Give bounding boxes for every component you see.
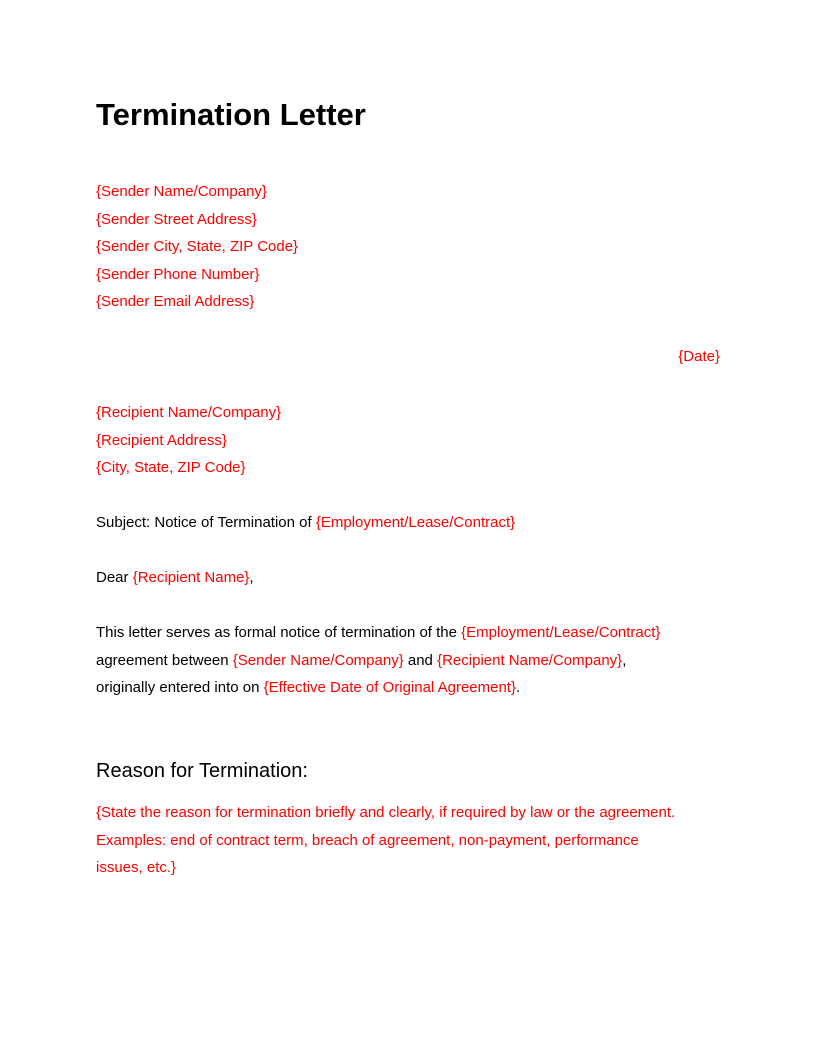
sender-phone: {Sender Phone Number} xyxy=(96,265,260,283)
salutation-placeholder: {Recipient Name} xyxy=(132,569,250,586)
subject-prefix: Subject: Notice of Termination of xyxy=(96,514,316,531)
sender-email: {Sender Email Address} xyxy=(96,293,255,311)
body-text: , xyxy=(622,651,627,669)
salutation xyxy=(96,564,254,592)
subject-placeholder: {Employment/Lease/Contract} xyxy=(315,514,516,531)
salutation-prefix: Dear xyxy=(96,569,133,586)
body-placeholder: {Sender Name/Company} xyxy=(232,651,404,669)
body-text: originally entered into on xyxy=(96,679,264,697)
body-paragraph xyxy=(96,619,660,702)
salutation-suffix: , xyxy=(249,569,254,586)
sender-street: {Sender Street Address} xyxy=(96,210,257,228)
recipient-block xyxy=(96,399,281,482)
sender-city: {Sender City, State, ZIP Code} xyxy=(96,238,299,256)
body-placeholder: {Effective Date of Original Agreement} xyxy=(263,679,516,697)
body-placeholder: {Recipient Name/Company} xyxy=(437,651,623,669)
reason-block xyxy=(96,799,675,882)
reason-heading: Reason for Termination: xyxy=(96,760,308,782)
body-text: This letter serves as formal notice of termination of the xyxy=(96,624,462,641)
sender-block xyxy=(96,178,298,316)
recipient-address: {Recipient Address} xyxy=(96,431,227,449)
reason-line: {State the reason for termination briefly and clearly, if required by law or the agreement. xyxy=(96,804,676,821)
date: {Date} xyxy=(678,348,720,365)
recipient-name: {Recipient Name/Company} xyxy=(96,404,282,421)
subject-line xyxy=(96,509,515,537)
reason-line: issues, etc.} xyxy=(96,859,177,877)
document-title: Termination Letter xyxy=(96,97,366,132)
body-text: and xyxy=(403,651,438,669)
recipient-city: {City, State, ZIP Code} xyxy=(96,459,246,477)
sender-name: {Sender Name/Company} xyxy=(96,183,267,200)
body-text: . xyxy=(515,679,521,697)
body-placeholder: {Employment/Lease/Contract} xyxy=(461,624,661,641)
body-text: agreement between xyxy=(96,651,233,669)
reason-line: Examples: end of contract term, breach of agreement, non-payment, performance xyxy=(96,831,639,849)
